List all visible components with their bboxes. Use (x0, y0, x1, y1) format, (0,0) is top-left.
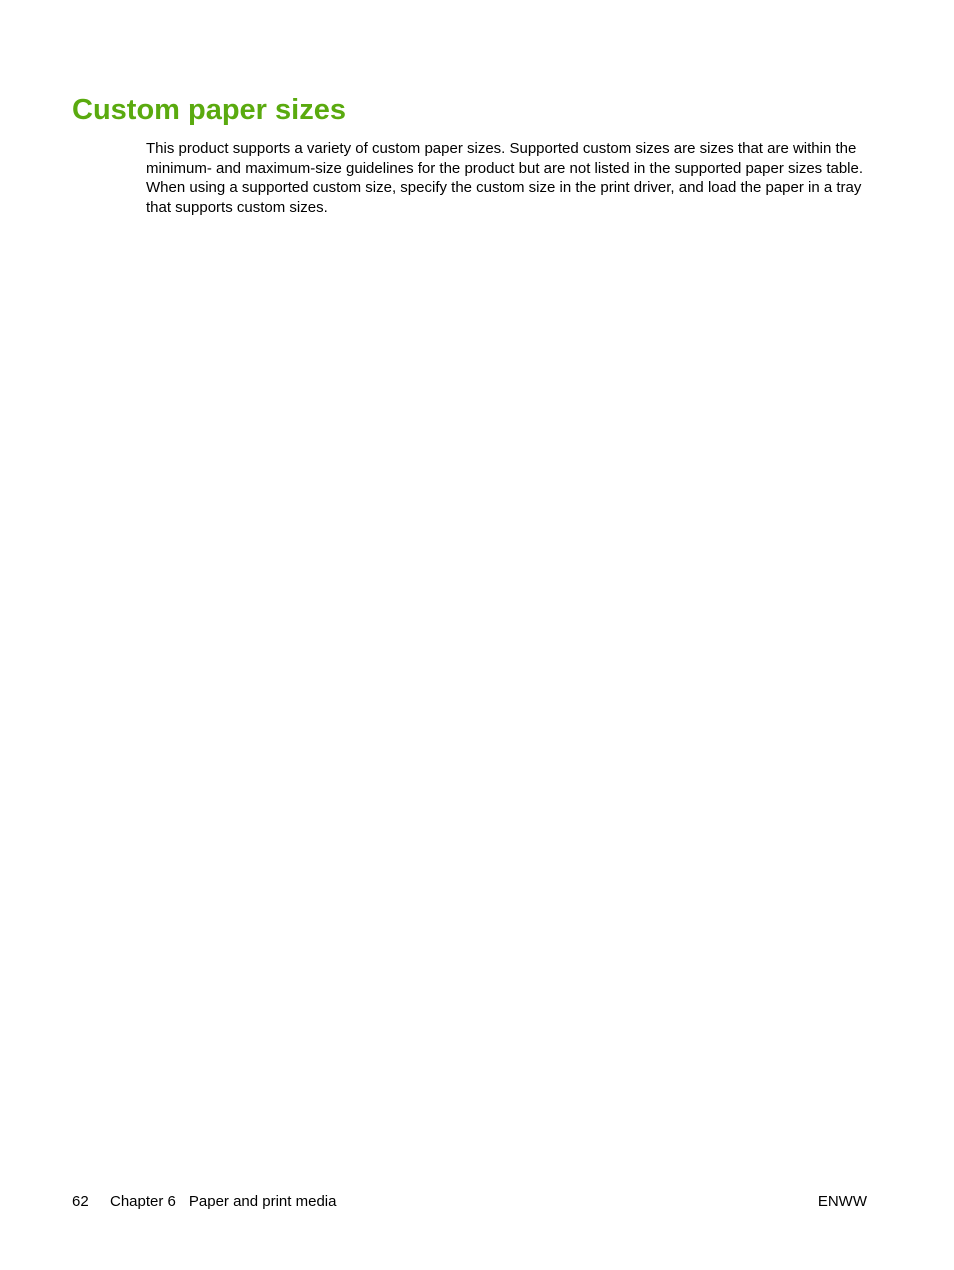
page-number: 62 (72, 1193, 89, 1210)
footer-left (72, 1192, 336, 1212)
page-title: Custom paper sizes (72, 94, 346, 126)
chapter-title: Paper and print media (188, 1193, 337, 1210)
page-footer (72, 1192, 867, 1212)
locale-code: ENWW (817, 1193, 867, 1210)
chapter-label: Chapter 6 (110, 1193, 176, 1210)
body-paragraph: This product supports a variety of custom paper sizes. Supported custom sizes are sizes that are within the minimum- and maximum-size guidelines for the product but are not listed in the supported paper sizes table. When using a supported custom size, specify the custom size in the print driver, and load the paper in a tray that supports custom sizes. (146, 140, 864, 216)
